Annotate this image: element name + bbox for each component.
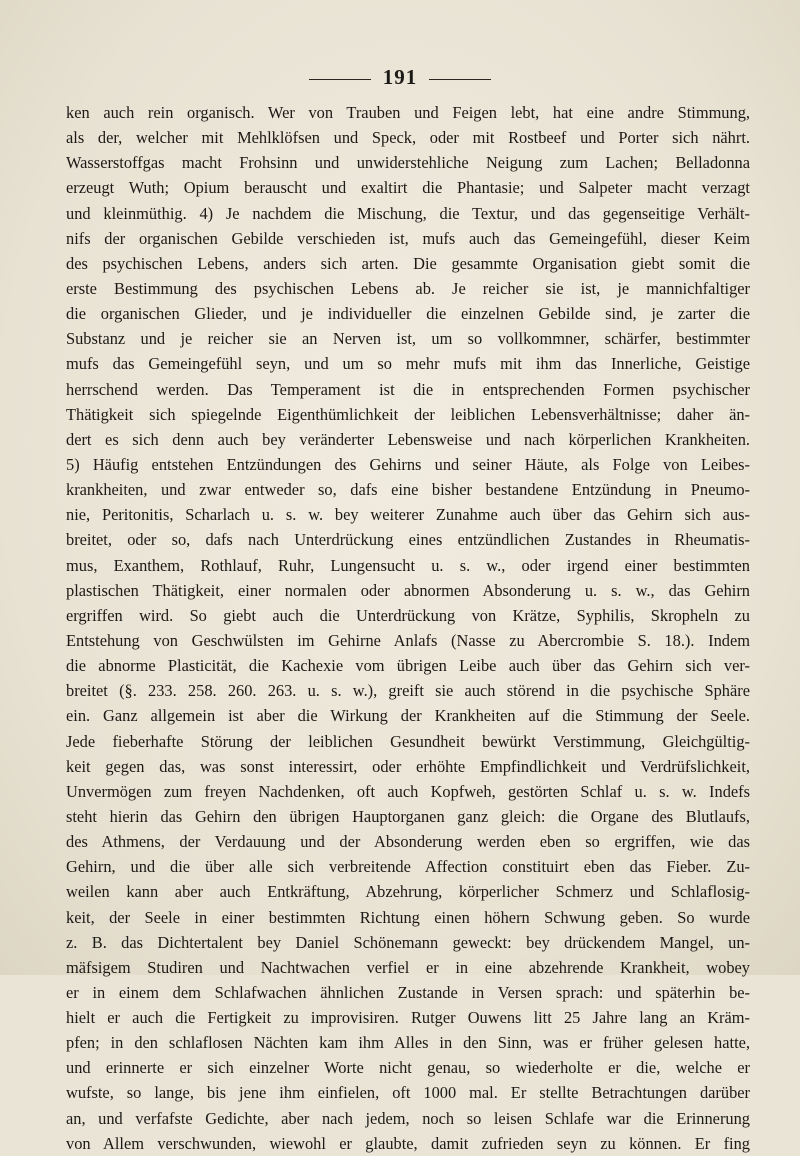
text-line: breitet (§. 233. 258. 260. 263. u. s. w.), greift sie auch störend in die psychische Sphäre: [66, 681, 750, 701]
page-header: [0, 62, 800, 92]
text-line: an, und verfafste Gedichte, aber nach jedem, noch so leisen Schlafe war die Erinnerung: [66, 1108, 750, 1128]
text-line: Entstehung von Geschwülsten im Gehirne Anlafs (Nasse zu Abercrombie S. 18.). Indem: [66, 630, 750, 650]
text-line: ergriffen wird. So giebt auch die Unterdrückung von Krätze, Syphilis, Skropheln zu: [66, 605, 750, 625]
text-line: breitet, oder so, dafs nach Unterdrückung eines entzündlichen Zustandes in Rheumatis-: [66, 530, 750, 550]
text-line: Substanz und je reicher sie an Nerven ist, um so vollkommner, schärfer, bestimmter: [66, 329, 750, 349]
text-line: hielt er auch die Fertigkeit zu improvisiren. Rutger Ouwens litt 25 Jahre lang an Kräm-: [66, 1008, 750, 1028]
text-line: wufste, so lange, bis jene ihm einfielen, oft 1000 mal. Er stellte Betrachtungen darüber: [66, 1083, 750, 1103]
text-line: z. B. das Dichtertalent bey Daniel Schönemann geweckt: bey drückendem Mangel, un-: [66, 932, 750, 952]
text-line: von Allem verschwunden, wiewohl er glaubte, damit zufrieden seyn zu können. Er fing: [66, 1133, 750, 1153]
text-line: steht hierin das Gehirn den übrigen Hauptorganen ganz gleich: die Organe des Blutlaufs,: [66, 806, 750, 826]
text-line: mufs das Gemeingefühl seyn, und um so mehr mufs mit ihm das Innerliche, Geistige: [66, 354, 750, 374]
text-line: die abnorme Plasticität, die Kachexie vom übrigen Leibe auch über das Gehirn sich ver-: [66, 656, 750, 676]
text-line: herrschend werden. Das Temperament ist die in entsprechenden Formen psychischer: [66, 379, 750, 399]
text-line: nifs der organischen Gebilde verschieden ist, mufs auch das Gemeingefühl, dieser Keim: [66, 228, 750, 248]
text-line: erzeugt Wuth; Opium berauscht und exaltirt die Phantasie; und Salpeter macht verzagt: [66, 178, 750, 198]
text-line: dert es sich denn auch bey veränderter Lebensweise und nach körperlichen Krankheiten.: [66, 429, 750, 449]
text-line: Gehirn, und die über alle sich verbreitende Affection constituirt eben das Fieber. Zu-: [66, 857, 750, 877]
text-line: des psychischen Lebens, anders sich arten. Die gesammte Organisation giebt somit die: [66, 253, 750, 273]
text-line: nie, Peritonitis, Scharlach u. s. w. bey weiterer Zunahme auch über das Gehirn sich aus-: [66, 505, 750, 525]
text-line: ein. Ganz allgemein ist aber die Wirkung der Krankheiten auf die Stimmung der Seele.: [66, 706, 750, 726]
text-line: und erinnerte er sich einzelner Worte nicht genau, so wiederholte er die, welche er: [66, 1058, 750, 1078]
text-line: Unvermögen zum freyen Nachdenken, oft auch Kopfweh, gestörten Schlaf u. s. w. Indefs: [66, 781, 750, 801]
text-line: und kleinmüthig. 4) Je nachdem die Mischung, die Textur, und das gegenseitige Verhält-: [66, 203, 750, 223]
body-text: [66, 100, 750, 1156]
page-number: 191: [382, 64, 418, 89]
text-line: krankheiten, und zwar entweder so, dafs eine bisher bestandene Entzündung in Pneumo-: [66, 480, 750, 500]
text-line: keit gegen das, was sonst interessirt, oder erhöhte Empfindlichkeit und Verdrüfslichkeit,: [66, 756, 750, 776]
text-line: 5) Häufig entstehen Entzündungen des Gehirns und seiner Häute, als Folge von Leibes-: [66, 454, 750, 474]
text-line: erste Bestimmung des psychischen Lebens ab. Je reicher sie ist, je mannichfaltiger: [66, 278, 750, 298]
text-line: er in einem dem Schlafwachen ähnlichen Zustande in Versen sprach: und späterhin be-: [66, 982, 750, 1002]
text-line: die organischen Glieder, und je individueller die einzelnen Gebilde sind, je zarter die: [66, 304, 750, 324]
header-rule-left: [309, 79, 371, 80]
header-rule-right: [429, 79, 491, 80]
text-line: mus, Exanthem, Rothlauf, Ruhr, Lungensucht u. s. w., oder irgend einer bestimmten: [66, 555, 750, 575]
text-line: pfen; in den schlaflosen Nächten kam ihm Alles in den Sinn, was er früher gelesen hatte,: [66, 1033, 750, 1053]
text-line: keit, der Seele in einer bestimmten Richtung einen höhern Schwung geben. So wurde: [66, 907, 750, 927]
text-line: des Athmens, der Verdauung und der Absonderung werden eben so ergriffen, wie das: [66, 832, 750, 852]
text-line: Thätigkeit sich spiegelnde Eigenthümlichkeit der leiblichen Lebensverhältnisse; daher än-: [66, 404, 750, 424]
text-line: als der, welcher mit Mehlklöfsen und Speck, oder mit Rostbeef und Porter sich nährt.: [66, 128, 750, 148]
text-line: ken auch rein organisch. Wer von Trauben und Feigen lebt, hat eine andre Stimmung,: [66, 103, 750, 122]
text-line: Jede fieberhafte Störung der leiblichen Gesundheit bewürkt Verstimmung, Gleichgültig-: [66, 731, 750, 751]
text-line: plastischen Thätigkeit, einer normalen oder abnormen Absonderung u. s. w., das Gehirn: [66, 580, 750, 600]
text-line: Wasserstoffgas macht Frohsinn und unwiderstehliche Neigung zum Lachen; Belladonna: [66, 153, 750, 173]
text-line: weilen kann aber auch Entkräftung, Abzehrung, körperlicher Schmerz und Schlaflosig-: [66, 882, 750, 902]
text-line: mäfsigem Studiren und Nachtwachen verfiel er in eine abzehrende Krankheit, wobey: [66, 957, 750, 977]
